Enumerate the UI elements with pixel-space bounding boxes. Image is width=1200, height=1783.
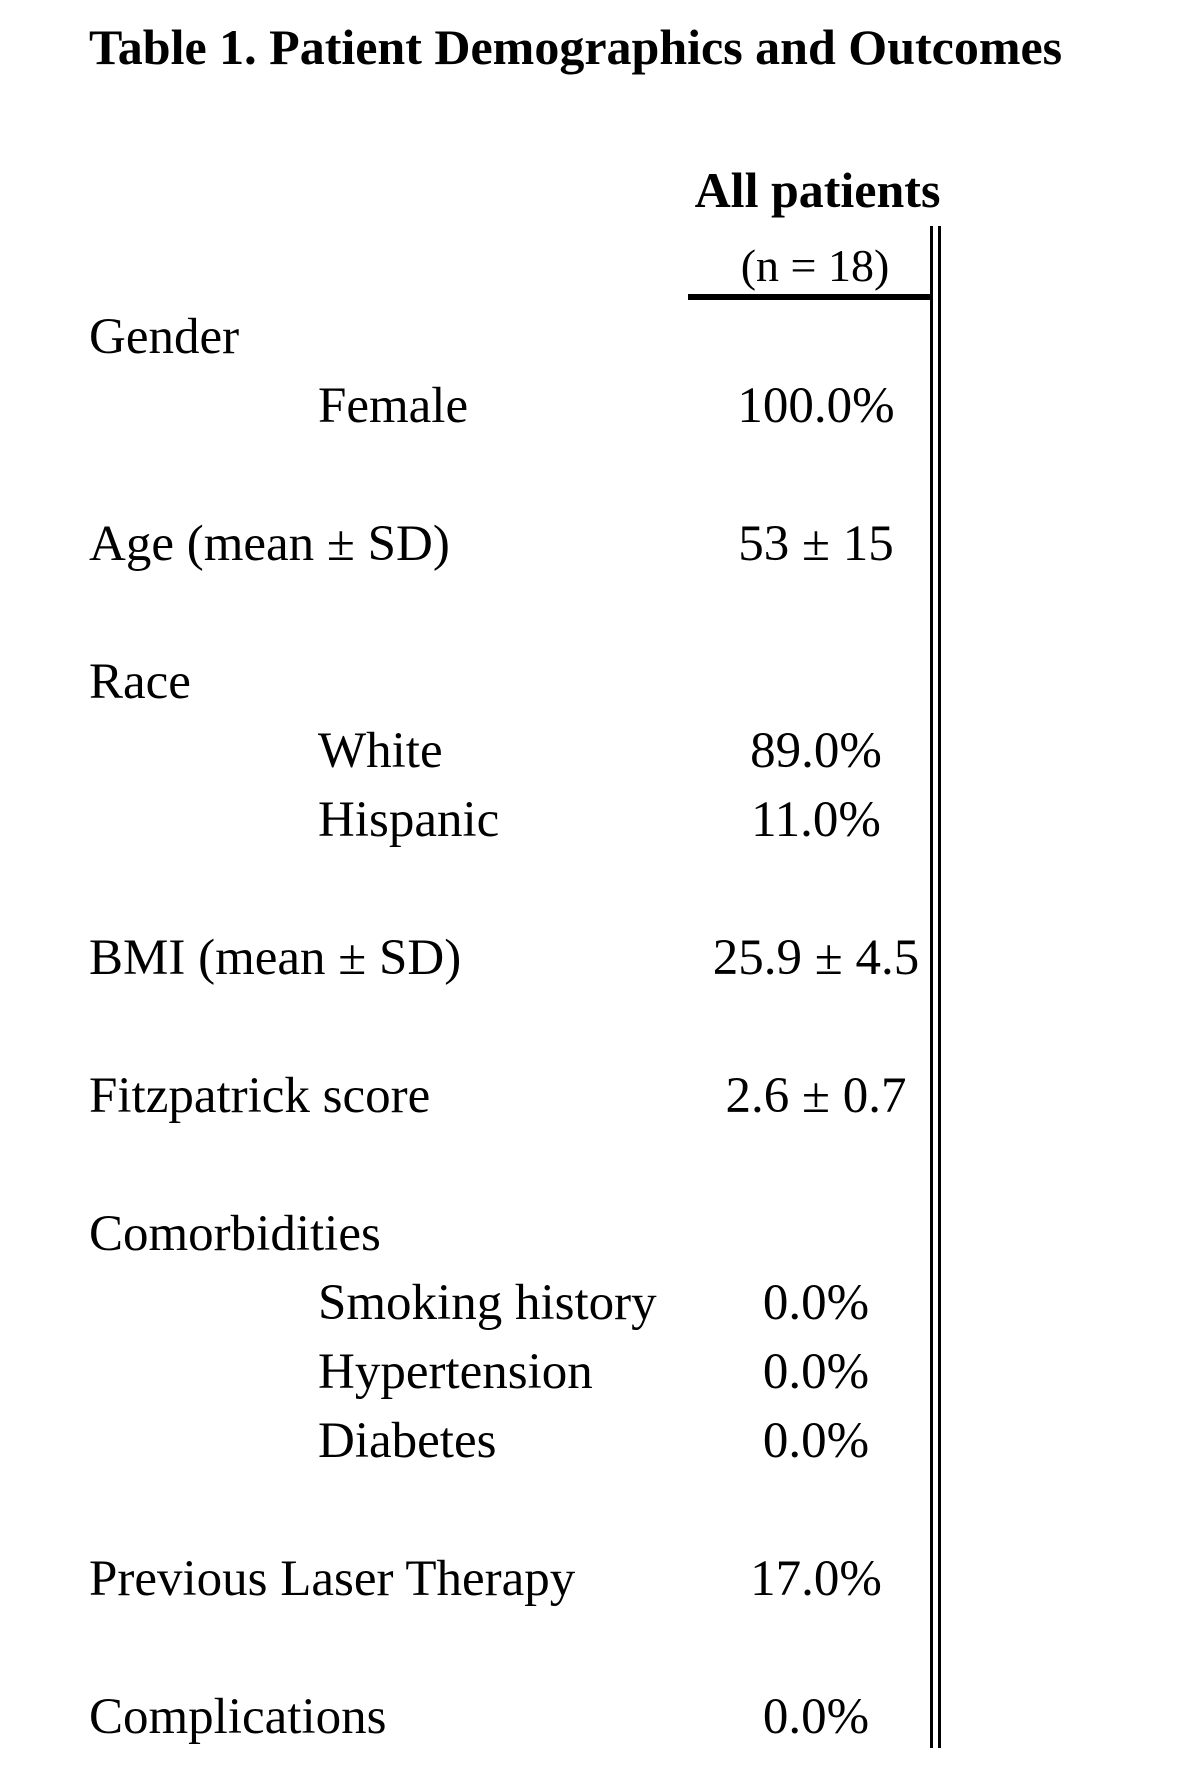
row-value: 0.0% bbox=[762, 1413, 870, 1469]
row-label: Female bbox=[318, 378, 469, 434]
row-label: White bbox=[318, 723, 443, 779]
table-row-hispanic bbox=[0, 790, 1200, 850]
row-value: 11.0% bbox=[751, 792, 881, 848]
table-row-female bbox=[0, 376, 1200, 436]
row-label: Comorbidities bbox=[89, 1206, 381, 1262]
row-value: 89.0% bbox=[750, 723, 882, 779]
table-row-gender bbox=[0, 307, 1200, 367]
table-row-complications bbox=[0, 1687, 1200, 1747]
row-label: Complications bbox=[89, 1689, 387, 1745]
column-header: All patients bbox=[694, 162, 941, 218]
row-value: 0.0% bbox=[762, 1689, 870, 1745]
row-value: 53 ± 15 bbox=[738, 516, 894, 572]
table-row-race bbox=[0, 652, 1200, 712]
row-label: Fitzpatrick score bbox=[89, 1068, 431, 1124]
row-label: Gender bbox=[89, 309, 240, 365]
table-row-hypertension bbox=[0, 1342, 1200, 1402]
table-row-bmi bbox=[0, 928, 1200, 988]
row-label: Hypertension bbox=[318, 1344, 593, 1400]
row-label: Hispanic bbox=[318, 792, 500, 848]
table-title: Table 1. Patient Demographics and Outcomes bbox=[89, 19, 1063, 75]
row-label: Race bbox=[89, 654, 191, 710]
table-row-comorbidities bbox=[0, 1204, 1200, 1264]
column-subheader: (n = 18) bbox=[740, 240, 890, 291]
row-value: 0.0% bbox=[762, 1344, 870, 1400]
row-label: Age (mean ± SD) bbox=[89, 516, 450, 572]
header-rule bbox=[688, 294, 931, 300]
row-label: Previous Laser Therapy bbox=[89, 1551, 576, 1607]
table-row-diabetes bbox=[0, 1411, 1200, 1471]
row-label: BMI (mean ± SD) bbox=[89, 930, 462, 986]
row-label: Smoking history bbox=[318, 1275, 657, 1331]
row-value: 2.6 ± 0.7 bbox=[725, 1068, 907, 1124]
table-row-white bbox=[0, 721, 1200, 781]
row-label: Diabetes bbox=[318, 1413, 497, 1469]
table-row-fitzpatrick bbox=[0, 1066, 1200, 1126]
row-value: 100.0% bbox=[737, 378, 895, 434]
table-row-smoking bbox=[0, 1273, 1200, 1333]
row-value: 25.9 ± 4.5 bbox=[712, 930, 920, 986]
row-value: 0.0% bbox=[762, 1275, 870, 1331]
row-value: 17.0% bbox=[750, 1551, 882, 1607]
table-row-age bbox=[0, 514, 1200, 574]
table-row-laser-therapy bbox=[0, 1549, 1200, 1609]
